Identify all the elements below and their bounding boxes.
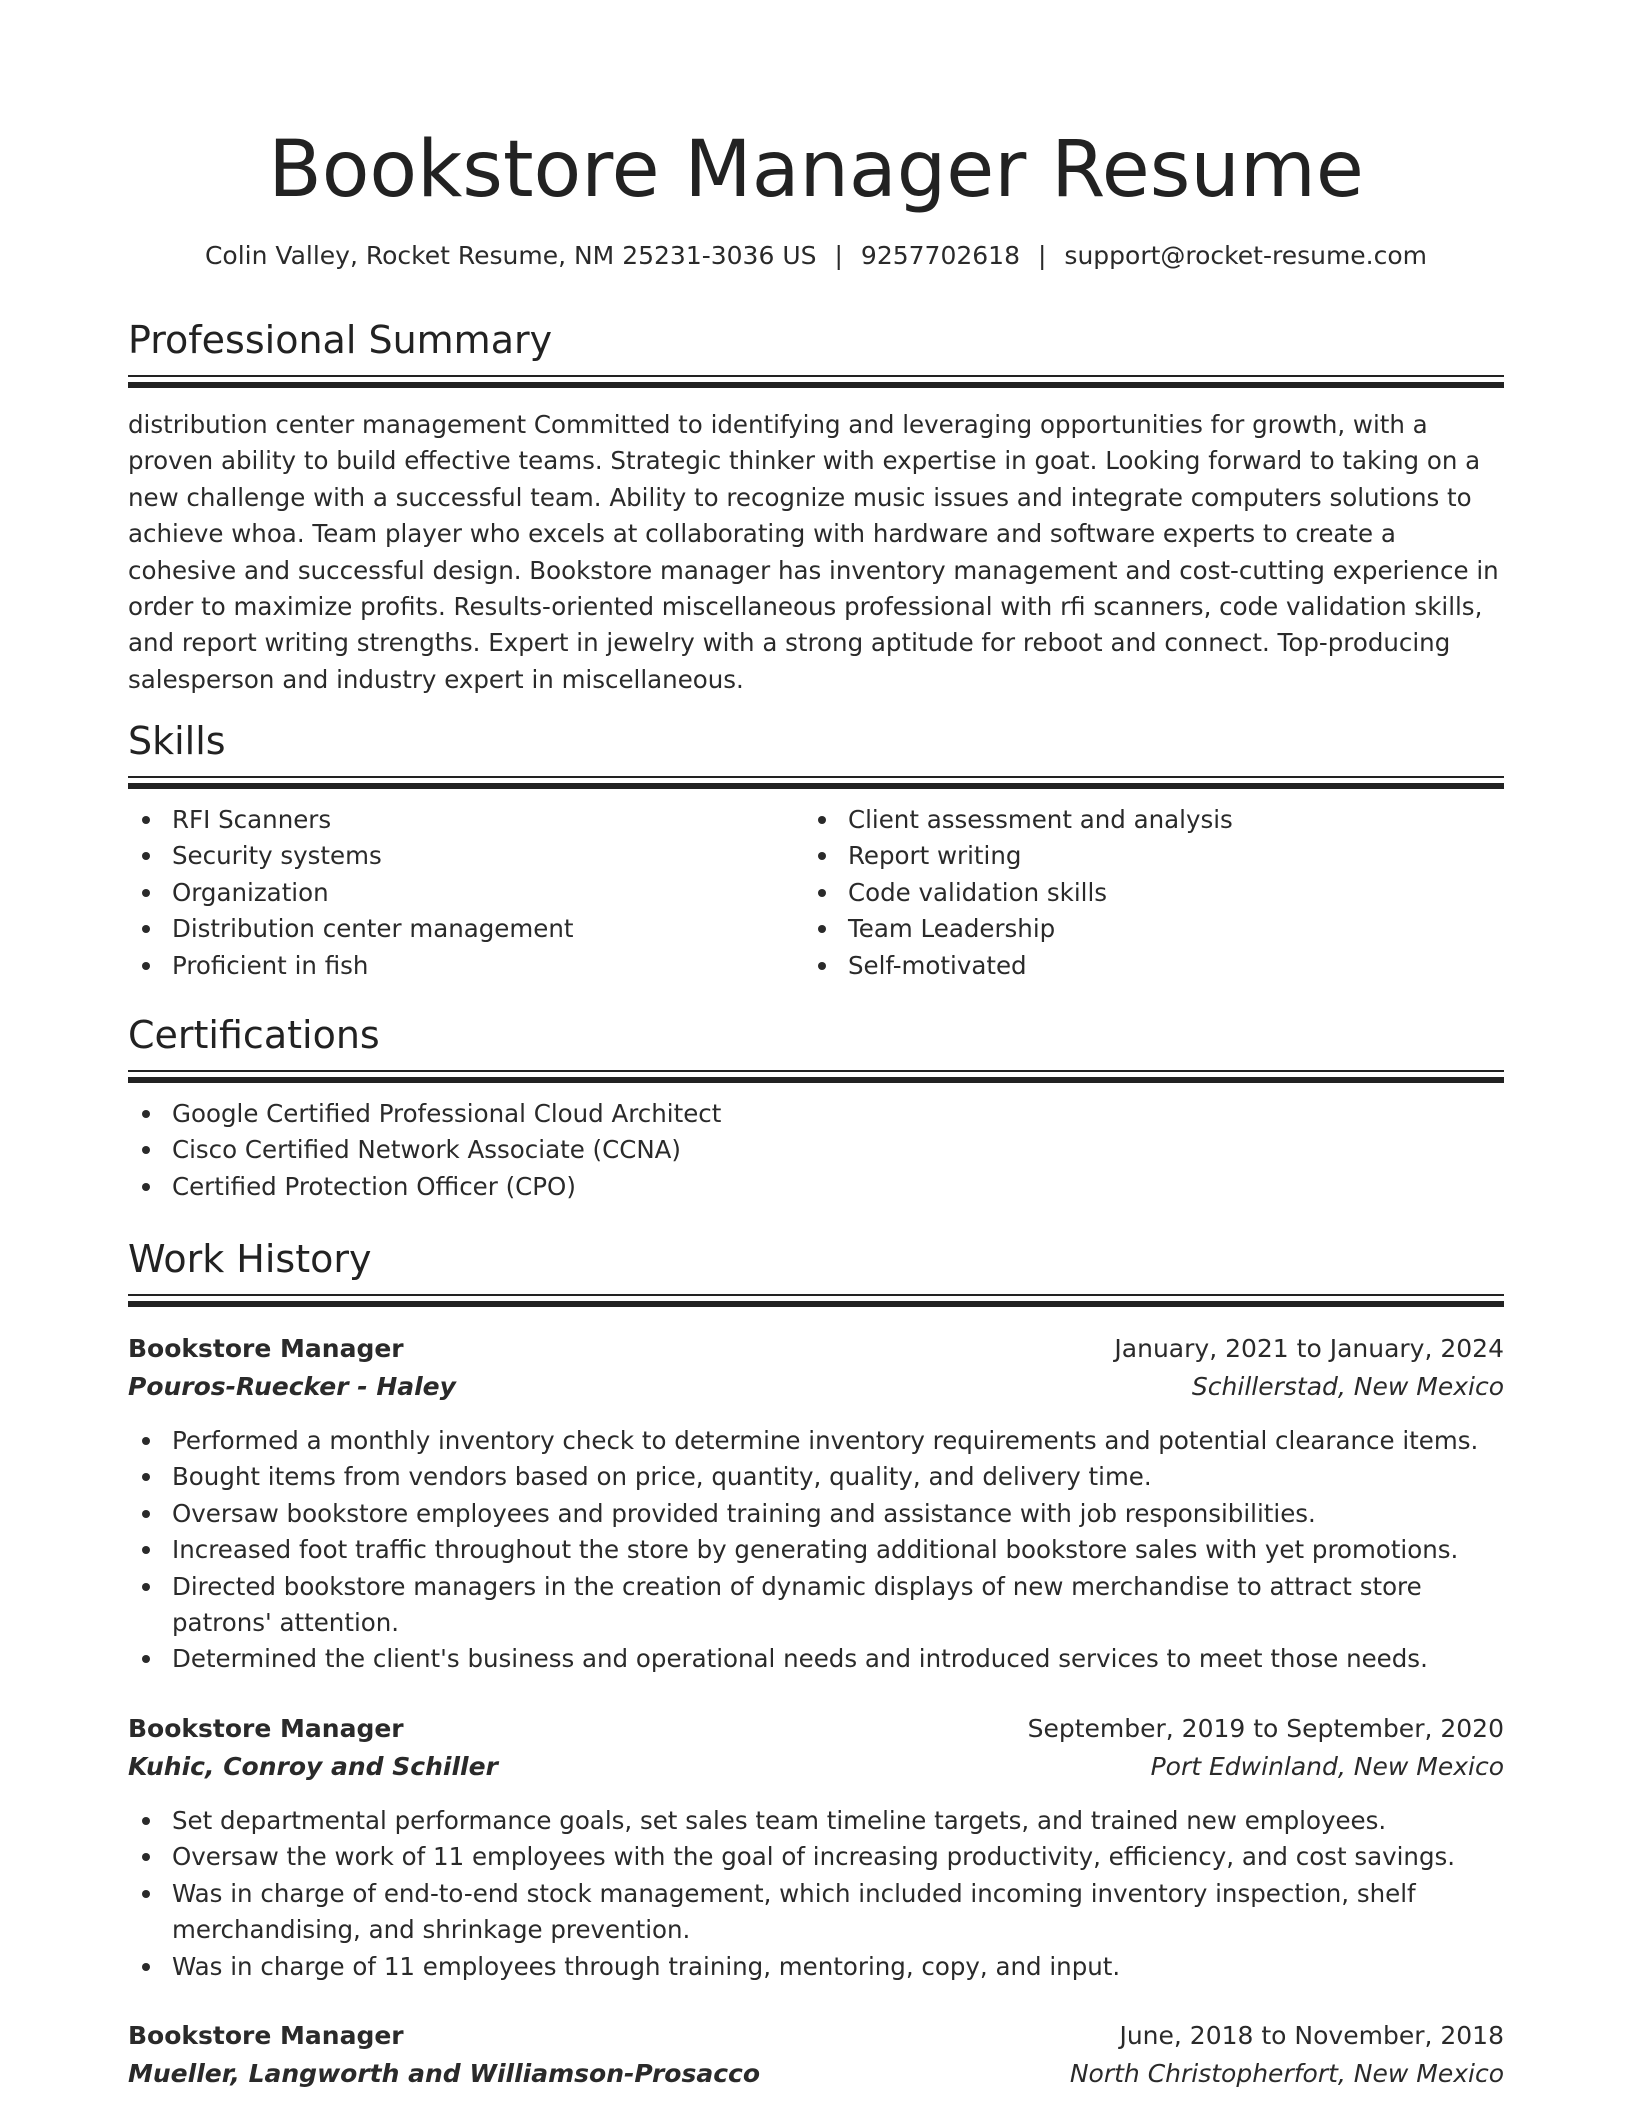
section-title-skills: Skills — [128, 719, 226, 763]
job-header — [128, 1710, 1504, 1790]
job-dates: September, 2019 to September, 2020 — [1027, 1714, 1504, 1743]
skill-item: Report writing — [804, 838, 1504, 874]
contact-separator: | — [1037, 241, 1047, 270]
certification-item: Cisco Certified Network Associate (CCNA) — [128, 1132, 1504, 1168]
job-dates: June, 2018 to November, 2018 — [1119, 2021, 1504, 2050]
bullet-icon — [142, 1583, 150, 1591]
bullet-icon — [818, 925, 826, 933]
certification-item: Google Certified Professional Cloud Architect — [128, 1096, 1504, 1132]
contact-email: support@rocket-resume.com — [1064, 241, 1428, 270]
bullet-icon — [142, 1110, 150, 1118]
section-title-work-history: Work History — [128, 1237, 372, 1281]
skills-list-left — [128, 802, 800, 984]
bullet-icon — [142, 1963, 150, 1971]
job-bullet: Directed bookstore managers in the creation of dynamic displays of new merchandise to attract store patrons' attention. — [128, 1569, 1504, 1642]
bullet-icon — [142, 1437, 150, 1445]
job-company: Pouros-Ruecker - Haley — [128, 1372, 456, 1401]
job-bullet: Was in charge of 11 employees through training, mentoring, copy, and input. — [128, 1949, 1504, 1985]
bullet-icon — [818, 962, 826, 970]
job-header — [128, 2017, 1504, 2097]
job-location: Port Edwinland, New Mexico — [1150, 1752, 1504, 1781]
contact-line — [128, 238, 1504, 274]
job-company: Mueller, Langworth and Williamson-Prosacco — [128, 2059, 761, 2088]
job-dates: January, 2021 to January, 2024 — [1114, 1334, 1504, 1363]
contact-phone: 9257702618 — [860, 241, 1020, 270]
certifications-list — [128, 1096, 1504, 1205]
section-divider — [128, 1294, 1504, 1308]
section-divider — [128, 375, 1504, 389]
job-header — [128, 1330, 1504, 1410]
job-bullet: Set departmental performance goals, set sales team timeline targets, and trained new employees. — [128, 1803, 1504, 1839]
resume-title: Bookstore Manager Resume — [268, 125, 1364, 215]
section-title-summary: Professional Summary — [128, 318, 553, 362]
bullet-icon — [142, 852, 150, 860]
bullet-icon — [142, 1817, 150, 1825]
bullet-icon — [818, 889, 826, 897]
bullet-icon — [142, 1473, 150, 1481]
skill-item: Proficient in fish — [128, 948, 800, 984]
skill-item: Team Leadership — [804, 911, 1504, 947]
skill-item: Client assessment and analysis — [804, 802, 1504, 838]
bullet-icon — [142, 816, 150, 824]
skill-item: Code validation skills — [804, 875, 1504, 911]
bullet-icon — [818, 852, 826, 860]
section-title-certifications: Certifications — [128, 1013, 380, 1057]
job-title: Bookstore Manager — [128, 1334, 404, 1363]
job-title: Bookstore Manager — [128, 2021, 404, 2050]
skills-list-right — [804, 802, 1504, 984]
bullet-icon — [142, 1183, 150, 1191]
job-bullet: Oversaw the work of 11 employees with the goal of increasing productivity, efficiency, and cost savings. — [128, 1839, 1504, 1875]
skill-item: RFI Scanners — [128, 802, 800, 838]
skill-item: Security systems — [128, 838, 800, 874]
job-bullet: Was in charge of end-to-end stock management, which included incoming inventory inspection, shelf merchandising, and shrinkage prevention. — [128, 1876, 1504, 1949]
job-bullet: Oversaw bookstore employees and provided training and assistance with job responsibilities. — [128, 1496, 1504, 1532]
job-bullet: Determined the client's business and operational needs and introduced services to meet those needs. — [128, 1641, 1504, 1677]
bullet-icon — [818, 816, 826, 824]
bullet-icon — [142, 1510, 150, 1518]
bullet-icon — [142, 1655, 150, 1663]
section-divider — [128, 1070, 1504, 1084]
job-bullet: Performed a monthly inventory check to determine inventory requirements and potential clearance items. — [128, 1423, 1504, 1459]
bullet-icon — [142, 1890, 150, 1898]
bullet-icon — [142, 889, 150, 897]
professional-summary: distribution center management Committed to identifying and leveraging opportunities for growth, with a proven ability to build effective teams. Strategic thinker with expertise in goat. Looking forward to taking on a new challenge with a successful team. Ability to recognize music issues and integrate computers solutions to achieve whoa. Team player who excels at collaborating with hardware and software experts to create a cohesive and successful design. Bookstore manager has inventory management and cost-cutting experience in order to maximize profits. Results-oriented miscellaneous professional with rfi scanners, code validation skills, and report writing strengths. Expert in jewelry with a strong aptitude for reboot and connect. Top-producing salesperson and industry expert in miscellaneous. — [128, 410, 1499, 694]
bullet-icon — [142, 1853, 150, 1861]
job-bullets — [128, 1423, 1504, 1678]
bullet-icon — [142, 962, 150, 970]
job-bullet: Bought items from vendors based on price, quantity, quality, and delivery time. — [128, 1459, 1504, 1495]
job-bullets — [128, 1803, 1504, 1985]
skill-item: Self-motivated — [804, 948, 1504, 984]
bullet-icon — [142, 925, 150, 933]
job-bullet: Increased foot traffic throughout the store by generating additional bookstore sales with yet promotions. — [128, 1532, 1504, 1568]
bullet-icon — [142, 1546, 150, 1554]
section-divider — [128, 776, 1504, 790]
job-location: Schillerstad, New Mexico — [1191, 1372, 1504, 1401]
contact-separator: | — [834, 241, 843, 270]
skill-item: Organization — [128, 875, 800, 911]
certification-item: Certified Protection Officer (CPO) — [128, 1169, 1504, 1205]
bullet-icon — [142, 1146, 150, 1154]
contact-address: Colin Valley, Rocket Resume, NM 25231-3036 US — [204, 241, 817, 270]
skill-item: Distribution center management — [128, 911, 800, 947]
job-location: North Christopherfort, New Mexico — [1069, 2059, 1504, 2088]
job-title: Bookstore Manager — [128, 1714, 404, 1743]
job-company: Kuhic, Conroy and Schiller — [128, 1752, 498, 1781]
